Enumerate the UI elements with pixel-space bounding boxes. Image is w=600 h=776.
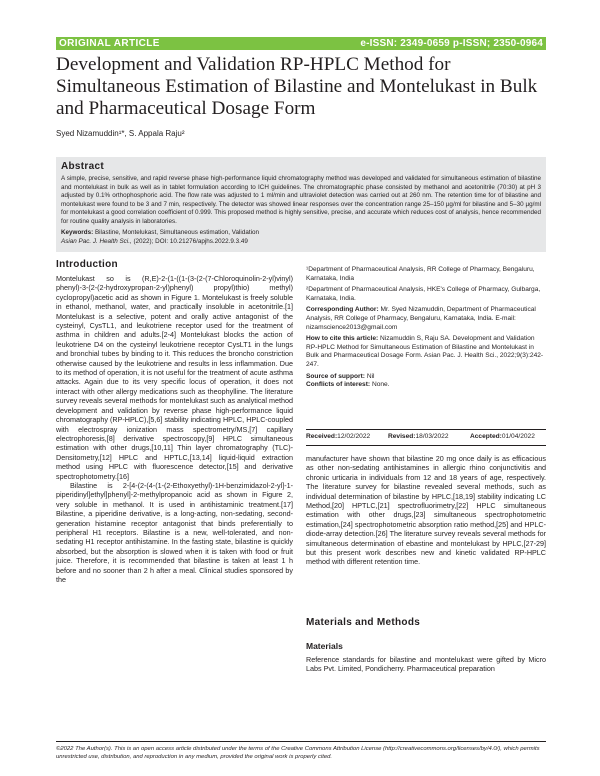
corresponding-author xyxy=(306,306,546,332)
received-label: Received: xyxy=(306,433,338,440)
keywords-text: Bilastine, Montelukast, Simultaneous estimation, Validation xyxy=(94,229,259,236)
affiliation-1: ¹Department of Pharmaceutical Analysis, RR College of Pharmacy, Bengaluru, Karnataka, India xyxy=(306,266,535,282)
support-label: Source of support: xyxy=(306,372,365,380)
intro-paragraph-bilastine: Bilastine is 2-[4-(2-(4-(1-(2-Ethoxyethyl)-1H-benzimidazol-2-yl]-1-piperidinyl]ethyl]phenyl]-2-methylpropanoic acid as shown in Figure 2, very soluble in methanol. It is used in antihistaminic treatment.[17] Bilastine, a piperidine derivative, is a long-acting, non-sedating, second-generation histamine receptor antagonist that binds preferentially to peripheral H1 receptors. Bilastine is a new, well-tolerated, and non-sedating H1 receptor antihistamine. In the fasting state, bilastine is quickly absorbed, but the absorption is slowed when it is taken with food or fruit juice. Therefore, it is recommended that bilastine is taken at least 1 h before and no sooner than 2 h after a meal. Clinical studies sponsored by the xyxy=(56,480,293,584)
materials-text-column xyxy=(306,655,546,674)
intro-right-column xyxy=(306,454,546,567)
citation-line xyxy=(61,238,541,247)
title-line: Simultaneous Estimation of Bilastine and Montelukast in Bulk xyxy=(56,76,538,97)
article-type-label: ORIGINAL ARTICLE xyxy=(59,38,160,49)
issn-label: e-ISSN: 2349-0659 p-ISSN; 2350-0964 xyxy=(360,38,543,49)
revised-date xyxy=(388,433,449,440)
revised-label: Revised: xyxy=(388,433,416,440)
keywords-line xyxy=(61,229,541,238)
corresponding-text: Mr. Syed Nizamuddin, Department of Pharmaceutical Analysis, RR College of Pharmacy, Bengaluru, Karnataka, India. E-mail: nizamscience2013@gmail.com xyxy=(306,306,536,331)
cite-text: Nizamuddin S, Raju SA. Development and Validation RP-HPLC Method for Simultaneous Estimation of Bilastine and Montelukast in Bulk and Pharmaceutical Dosage Form. Asian Pac. J. Health Sci., 2022;9(3):242-247. xyxy=(306,335,544,368)
conflicts-text: None. xyxy=(371,381,390,389)
accepted-date xyxy=(470,433,535,440)
received-date xyxy=(306,433,371,440)
materials-paragraph: Reference standards for bilastine and montelukast were gifted by Micro Labs Pvt. Limited, Pondicherry. Pharmaceutical preparation xyxy=(306,655,546,674)
license-footer: ©2022 The Author(s). This is an open access article distributed under the terms of the Creative Commons Attribution License (http://creativecommons.org/licenses/by/4.0/), which permits unrestricted use, distribution, and reproduction in any medium, provided the original work is properly cited. xyxy=(56,746,540,760)
abstract-body xyxy=(61,175,541,246)
intro-paragraph: Montelukast so is (R,E)-2-(1-((1-(3-(2-(7-Chloroquinolin-2-yl)vinyl) phenyl)-3-(2-(2-hydroxypropan-2-yl)phenyl) propyl)thio) methyl) cyclopropyl)acetic acid as shown in Figure 1. Montelukast is freely soluble in ethanol, methanol, water, and practically insoluble in acetonitrile.[1] Montelukast is a selective, potent and orally active antagonist of the cysteinyl, CysTL1, and leukotriene receptor used for the treatment of asthma in children and adults.[2-4] Montelukast blocks the action of leukotriene D4 on the cysteinyl leukotriene receptor CysLT1 in the lungs and bronchial tubes by binding to it. This reduces the broncho constriction otherwise caused by the leukotriene and results in less inflammation. Due to its method of operation, it is not useful for the treatment of acute asthma attacks. Again due to its very specific locus of operation, it does not interact with other allergy medications such as theophylline. The literature survey reveals several methods for montelukast such as analytical method development and validation by reverse phase high-performance liquid chromatography (RP-HPLC),[5,6] stability indicating HPLC, HPLC-coupled with electrospray ionization mass spectrometry/MS,[7] capillary electrophoresis,[8] derivative spectroscopy,[9] HPLC simultaneous estimation with other drugs,[10,11] Thin layer chromatography (TLC)-Densitometry,[12] HPLC and HPTLC,[13,14] liquid-liquid extraction method using HPLC with fluorescence detector,[15] and derivative spectrophotometry.[16] xyxy=(56,274,293,481)
title-line: and Pharmaceutical Dosage Form xyxy=(56,98,316,119)
materials-subheading: Materials xyxy=(306,641,343,651)
intro-heading: Introduction xyxy=(56,259,118,270)
citation-journal: Asian Pac. J. Health Sci., xyxy=(61,237,132,245)
author-list: Syed Nizamuddin¹*, S. Appala Raju² xyxy=(56,129,185,138)
title-line: Development and Validation RP-HPLC Method for xyxy=(56,54,451,75)
dates-top-rule xyxy=(306,429,546,430)
affiliation-2: ²Department of Pharmaceutical Analysis, HKE's College of Pharmacy, Gulbarga, Karnataka, India. xyxy=(306,286,541,302)
source-of-support xyxy=(306,373,546,382)
accepted-label: Accepted: xyxy=(470,433,502,440)
support-text: Nil xyxy=(366,372,375,380)
header-bar xyxy=(56,37,546,50)
intro-left-column xyxy=(56,274,293,584)
conflicts-of-interest xyxy=(306,381,546,390)
corresponding-label: Corresponding Author: xyxy=(306,306,379,314)
conflicts-label: Conflicts of interest: xyxy=(306,381,371,389)
keywords-label: Keywords: xyxy=(61,229,94,236)
intro-continued-paragraph: manufacturer have shown that bilastine 20 mg once daily is as efficacious as other non-sedating antihistamines in allergic rhino conjunctivitis and chronic urticaria in individuals from 12 and 18 years of age, respectively. The literature survey for bilastine revealed several methods, such as individual determination of bilastine by HPLC,[18,19] stability indicating LC Method,[20] HPTLC,[21] spectrofluorimetry,[22] HPLC simultaneous estimation with other drugs,[23] simultaneous spectrophotometric estimation,[24] spectrophotometric absorption ratio method,[25] and HPLC-diode-array detection.[26] The literature survey reveals several methods for simultaneous determination of ebastine and montelukast by HPLC,[27-29] but this present work describes new and kinetic validated RP-HPLC method with different retention time. xyxy=(306,454,546,567)
cite-label: How to cite this article: xyxy=(306,335,379,343)
accepted-value: 01/04/2022 xyxy=(501,433,535,440)
dates-bottom-rule xyxy=(306,445,546,446)
footer-rule xyxy=(56,741,546,742)
article-title xyxy=(56,54,556,120)
abstract-text: A simple, precise, sensitive, and rapid reverse phase high-performance liquid chromatography method was developed and validated for simultaneous estimation of bilastine and montelukast in bulk as well as in tablet formulation according to ICH guidelines. The chromatographic phase consisted by methanol and acetonitrile (70:30) at pH 3 adjusted by 0.1% orthophosphoric acid. The flow rate was adjusted to 1 ml/min and ultraviolet detection was carried out at 260 nm. The retention time for of bilastine and montelukast were found to be 3 and 7 min, respectively. The detector was showed linear responses over the concentration range 25–150 µg/ml for bilastine and 5–30 µg/ml for montelukast a good correlation coefficient of 0.999. This proposed method is highly sensitive, precise, and accurate which reduces cost of analysis, hence recommended for routine quality analysis in laboratories. xyxy=(61,175,541,225)
received-value: 12/02/2022 xyxy=(337,433,371,440)
abstract-box xyxy=(56,157,546,252)
revised-value: 18/03/2022 xyxy=(415,433,449,440)
materials-methods-heading: Materials and Methods xyxy=(306,617,421,628)
how-to-cite xyxy=(306,335,546,369)
author-info-block xyxy=(306,266,546,390)
citation-doi: (2022); DOI: 10.21276/apjhs.2022.9.3.49 xyxy=(133,237,248,245)
abstract-heading: Abstract xyxy=(61,161,104,172)
